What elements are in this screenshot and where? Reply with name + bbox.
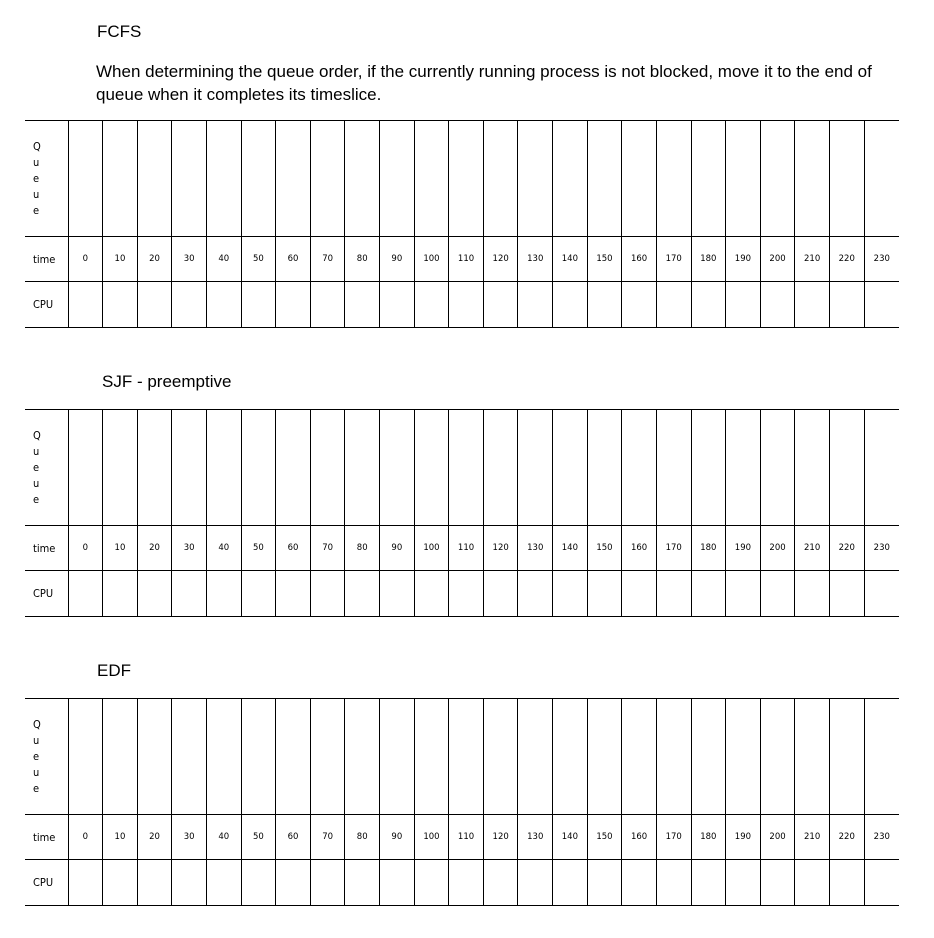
queue-cell[interactable] bbox=[864, 699, 899, 815]
queue-cell[interactable] bbox=[518, 699, 553, 815]
cpu-cell[interactable] bbox=[68, 860, 103, 906]
time-row bbox=[25, 237, 899, 282]
cpu-cell[interactable] bbox=[553, 282, 588, 328]
queue-cell[interactable] bbox=[760, 699, 795, 815]
queue-label bbox=[25, 121, 68, 237]
cpu-cell[interactable] bbox=[345, 282, 380, 328]
cpu-cell[interactable] bbox=[310, 571, 345, 617]
cpu-cell[interactable] bbox=[137, 571, 172, 617]
cpu-cell[interactable] bbox=[241, 860, 276, 906]
time-tick: 80 bbox=[345, 815, 380, 860]
cpu-cell[interactable] bbox=[206, 282, 241, 328]
time-tick: 230 bbox=[864, 526, 899, 571]
queue-cell[interactable] bbox=[587, 699, 622, 815]
queue-label-letter: e bbox=[33, 492, 40, 506]
time-tick: 130 bbox=[518, 237, 553, 282]
queue-cell[interactable] bbox=[864, 410, 899, 526]
cpu-cell[interactable] bbox=[587, 860, 622, 906]
queue-label-letter: e bbox=[33, 203, 40, 217]
queue-cell[interactable] bbox=[345, 121, 380, 237]
cpu-cell[interactable] bbox=[518, 860, 553, 906]
time-tick: 160 bbox=[622, 237, 657, 282]
queue-cell[interactable] bbox=[483, 410, 518, 526]
time-tick: 140 bbox=[553, 237, 588, 282]
queue-cell[interactable] bbox=[276, 410, 311, 526]
queue-cell[interactable] bbox=[241, 410, 276, 526]
cpu-row bbox=[25, 571, 899, 617]
queue-cell[interactable] bbox=[206, 410, 241, 526]
cpu-cell[interactable] bbox=[553, 571, 588, 617]
cpu-cell[interactable] bbox=[726, 860, 761, 906]
time-tick: 0 bbox=[68, 815, 103, 860]
queue-cell[interactable] bbox=[726, 121, 761, 237]
cpu-cell[interactable] bbox=[345, 860, 380, 906]
queue-label-letter: Q bbox=[33, 428, 41, 442]
queue-cell[interactable] bbox=[414, 699, 449, 815]
cpu-cell[interactable] bbox=[483, 282, 518, 328]
cpu-cell[interactable] bbox=[691, 571, 726, 617]
queue-cell[interactable] bbox=[483, 121, 518, 237]
time-tick: 150 bbox=[587, 526, 622, 571]
time-tick: 140 bbox=[553, 526, 588, 571]
queue-cell[interactable] bbox=[172, 410, 207, 526]
time-tick: 230 bbox=[864, 815, 899, 860]
queue-cell[interactable] bbox=[829, 699, 864, 815]
cpu-cell[interactable] bbox=[276, 860, 311, 906]
queue-cell[interactable] bbox=[172, 121, 207, 237]
time-tick: 20 bbox=[137, 815, 172, 860]
time-tick: 220 bbox=[829, 526, 864, 571]
cpu-cell[interactable] bbox=[276, 571, 311, 617]
queue-cell[interactable] bbox=[587, 410, 622, 526]
queue-label-letter: u bbox=[33, 476, 40, 490]
queue-cell[interactable] bbox=[622, 121, 657, 237]
cpu-row bbox=[25, 860, 899, 906]
queue-cell[interactable] bbox=[103, 410, 138, 526]
queue-cell[interactable] bbox=[691, 121, 726, 237]
section-title-fcfs: FCFS bbox=[97, 22, 142, 41]
time-tick: 210 bbox=[795, 815, 830, 860]
time-tick: 100 bbox=[414, 526, 449, 571]
time-tick: 200 bbox=[760, 815, 795, 860]
queue-cell[interactable] bbox=[622, 410, 657, 526]
cpu-cell[interactable] bbox=[622, 282, 657, 328]
queue-cell[interactable] bbox=[380, 410, 415, 526]
time-tick: 150 bbox=[587, 815, 622, 860]
time-tick: 170 bbox=[656, 526, 691, 571]
time-tick: 60 bbox=[276, 237, 311, 282]
cpu-cell[interactable] bbox=[483, 860, 518, 906]
queue-cell[interactable] bbox=[829, 410, 864, 526]
queue-label-letter: u bbox=[33, 155, 40, 169]
cpu-cell[interactable] bbox=[103, 860, 138, 906]
time-tick: 190 bbox=[726, 526, 761, 571]
cpu-cell[interactable] bbox=[137, 282, 172, 328]
time-tick: 190 bbox=[726, 815, 761, 860]
queue-cell[interactable] bbox=[241, 121, 276, 237]
time-row bbox=[25, 815, 899, 860]
queue-cell[interactable] bbox=[691, 699, 726, 815]
cpu-cell[interactable] bbox=[310, 282, 345, 328]
cpu-cell[interactable] bbox=[656, 571, 691, 617]
queue-cell[interactable] bbox=[449, 121, 484, 237]
time-tick: 170 bbox=[656, 815, 691, 860]
cpu-row bbox=[25, 282, 899, 328]
time-tick: 220 bbox=[829, 815, 864, 860]
queue-cell[interactable] bbox=[310, 121, 345, 237]
time-tick: 0 bbox=[68, 237, 103, 282]
cpu-cell[interactable] bbox=[449, 571, 484, 617]
queue-cell[interactable] bbox=[206, 121, 241, 237]
time-tick: 40 bbox=[206, 526, 241, 571]
cpu-cell[interactable] bbox=[656, 860, 691, 906]
cpu-cell[interactable] bbox=[241, 282, 276, 328]
time-tick: 70 bbox=[310, 237, 345, 282]
cpu-cell[interactable] bbox=[483, 571, 518, 617]
time-tick: 120 bbox=[483, 815, 518, 860]
queue-cell[interactable] bbox=[103, 121, 138, 237]
cpu-cell[interactable] bbox=[864, 571, 899, 617]
cpu-cell[interactable] bbox=[760, 571, 795, 617]
schedule-grid-sjf bbox=[25, 409, 899, 617]
queue-cell[interactable] bbox=[380, 699, 415, 815]
cpu-cell[interactable] bbox=[587, 571, 622, 617]
queue-cell[interactable] bbox=[518, 121, 553, 237]
cpu-cell[interactable] bbox=[380, 860, 415, 906]
time-tick: 80 bbox=[345, 237, 380, 282]
cpu-cell[interactable] bbox=[449, 860, 484, 906]
cpu-cell[interactable] bbox=[414, 571, 449, 617]
queue-cell[interactable] bbox=[656, 121, 691, 237]
cpu-cell[interactable] bbox=[310, 860, 345, 906]
time-tick: 190 bbox=[726, 237, 761, 282]
cpu-cell[interactable] bbox=[449, 282, 484, 328]
queue-label-letter: Q bbox=[33, 717, 41, 731]
cpu-cell[interactable] bbox=[726, 282, 761, 328]
queue-cell[interactable] bbox=[760, 410, 795, 526]
queue-cell[interactable] bbox=[691, 410, 726, 526]
cpu-cell[interactable] bbox=[414, 282, 449, 328]
time-tick: 160 bbox=[622, 815, 657, 860]
time-tick: 170 bbox=[656, 237, 691, 282]
queue-cell[interactable] bbox=[656, 699, 691, 815]
queue-cell[interactable] bbox=[137, 410, 172, 526]
cpu-cell[interactable] bbox=[518, 282, 553, 328]
time-tick: 210 bbox=[795, 237, 830, 282]
time-tick: 20 bbox=[137, 237, 172, 282]
time-tick: 10 bbox=[103, 815, 138, 860]
cpu-label: CPU bbox=[25, 282, 68, 328]
queue-cell[interactable] bbox=[241, 699, 276, 815]
cpu-cell[interactable] bbox=[587, 282, 622, 328]
queue-label-letter: u bbox=[33, 444, 40, 458]
queue-cell[interactable] bbox=[414, 121, 449, 237]
cpu-cell[interactable] bbox=[553, 860, 588, 906]
time-tick: 30 bbox=[172, 815, 207, 860]
queue-cell[interactable] bbox=[414, 410, 449, 526]
cpu-cell[interactable] bbox=[656, 282, 691, 328]
time-tick: 100 bbox=[414, 815, 449, 860]
cpu-cell[interactable] bbox=[137, 860, 172, 906]
queue-label-letter: u bbox=[33, 765, 40, 779]
cpu-cell[interactable] bbox=[829, 282, 864, 328]
queue-cell[interactable] bbox=[345, 699, 380, 815]
cpu-cell[interactable] bbox=[206, 571, 241, 617]
schedule-table-fcfs bbox=[25, 120, 899, 328]
queue-cell[interactable] bbox=[380, 121, 415, 237]
queue-cell[interactable] bbox=[553, 410, 588, 526]
time-tick: 150 bbox=[587, 237, 622, 282]
queue-label-letter: u bbox=[33, 187, 40, 201]
cpu-cell[interactable] bbox=[760, 860, 795, 906]
time-tick: 90 bbox=[380, 526, 415, 571]
time-tick: 50 bbox=[241, 815, 276, 860]
queue-row bbox=[25, 121, 899, 237]
time-tick: 180 bbox=[691, 815, 726, 860]
time-tick: 160 bbox=[622, 526, 657, 571]
time-tick: 60 bbox=[276, 815, 311, 860]
time-tick: 20 bbox=[137, 526, 172, 571]
queue-cell[interactable] bbox=[553, 699, 588, 815]
schedule-grid-edf bbox=[25, 698, 899, 906]
time-tick: 120 bbox=[483, 526, 518, 571]
queue-cell[interactable] bbox=[449, 699, 484, 815]
time-tick: 50 bbox=[241, 237, 276, 282]
queue-cell[interactable] bbox=[137, 699, 172, 815]
time-tick: 90 bbox=[380, 815, 415, 860]
cpu-cell[interactable] bbox=[172, 282, 207, 328]
queue-cell[interactable] bbox=[726, 410, 761, 526]
cpu-cell[interactable] bbox=[380, 571, 415, 617]
queue-cell[interactable] bbox=[518, 410, 553, 526]
cpu-cell[interactable] bbox=[760, 282, 795, 328]
cpu-cell[interactable] bbox=[795, 282, 830, 328]
section-title-sjf: SJF - preemptive bbox=[102, 372, 232, 391]
queue-label-letter: u bbox=[33, 733, 40, 747]
time-tick: 30 bbox=[172, 526, 207, 571]
cpu-cell[interactable] bbox=[172, 571, 207, 617]
cpu-label: CPU bbox=[25, 860, 68, 906]
cpu-cell[interactable] bbox=[726, 571, 761, 617]
time-tick: 130 bbox=[518, 815, 553, 860]
cpu-cell[interactable] bbox=[345, 571, 380, 617]
queue-cell[interactable] bbox=[449, 410, 484, 526]
time-tick: 70 bbox=[310, 526, 345, 571]
queue-cell[interactable] bbox=[622, 699, 657, 815]
time-tick: 40 bbox=[206, 237, 241, 282]
queue-cell[interactable] bbox=[483, 699, 518, 815]
cpu-cell[interactable] bbox=[691, 282, 726, 328]
queue-cell[interactable] bbox=[276, 699, 311, 815]
cpu-label: CPU bbox=[25, 571, 68, 617]
time-tick: 10 bbox=[103, 237, 138, 282]
queue-label-letter: e bbox=[33, 781, 40, 795]
queue-cell[interactable] bbox=[68, 410, 103, 526]
queue-cell[interactable] bbox=[656, 410, 691, 526]
time-tick: 10 bbox=[103, 526, 138, 571]
queue-label bbox=[25, 410, 68, 526]
time-tick: 230 bbox=[864, 237, 899, 282]
queue-cell[interactable] bbox=[206, 699, 241, 815]
cpu-cell[interactable] bbox=[103, 571, 138, 617]
time-tick: 70 bbox=[310, 815, 345, 860]
queue-cell[interactable] bbox=[795, 121, 830, 237]
cpu-cell[interactable] bbox=[68, 571, 103, 617]
cpu-cell[interactable] bbox=[691, 860, 726, 906]
time-tick: 210 bbox=[795, 526, 830, 571]
schedule-grid-fcfs bbox=[25, 120, 899, 328]
time-tick: 30 bbox=[172, 237, 207, 282]
queue-cell[interactable] bbox=[137, 121, 172, 237]
time-tick: 180 bbox=[691, 526, 726, 571]
queue-cell[interactable] bbox=[276, 121, 311, 237]
cpu-cell[interactable] bbox=[622, 860, 657, 906]
cpu-cell[interactable] bbox=[518, 571, 553, 617]
cpu-cell[interactable] bbox=[829, 860, 864, 906]
section-title-edf: EDF bbox=[97, 661, 131, 680]
queue-cell[interactable] bbox=[760, 121, 795, 237]
time-tick: 180 bbox=[691, 237, 726, 282]
queue-cell[interactable] bbox=[345, 410, 380, 526]
queue-cell[interactable] bbox=[795, 699, 830, 815]
time-tick: 110 bbox=[449, 526, 484, 571]
cpu-cell[interactable] bbox=[622, 571, 657, 617]
queue-label-letter: e bbox=[33, 460, 40, 474]
time-tick: 110 bbox=[449, 237, 484, 282]
cpu-cell[interactable] bbox=[276, 282, 311, 328]
time-tick: 200 bbox=[760, 237, 795, 282]
queue-cell[interactable] bbox=[103, 699, 138, 815]
time-tick: 120 bbox=[483, 237, 518, 282]
queue-label-letter: Q bbox=[33, 139, 41, 153]
time-tick: 220 bbox=[829, 237, 864, 282]
queue-label-letter: e bbox=[33, 171, 40, 185]
instruction-text: When determining the queue order, if the currently running process is not blocked, move it to the end of queue when it completes its timeslice. bbox=[96, 62, 872, 104]
cpu-cell[interactable] bbox=[864, 282, 899, 328]
cpu-cell[interactable] bbox=[795, 860, 830, 906]
cpu-cell[interactable] bbox=[241, 571, 276, 617]
time-label: time bbox=[25, 526, 68, 571]
queue-cell[interactable] bbox=[310, 699, 345, 815]
queue-cell[interactable] bbox=[172, 699, 207, 815]
cpu-cell[interactable] bbox=[206, 860, 241, 906]
time-tick: 100 bbox=[414, 237, 449, 282]
queue-cell[interactable] bbox=[864, 121, 899, 237]
time-tick: 80 bbox=[345, 526, 380, 571]
cpu-cell[interactable] bbox=[864, 860, 899, 906]
queue-cell[interactable] bbox=[587, 121, 622, 237]
queue-label bbox=[25, 699, 68, 815]
queue-row bbox=[25, 410, 899, 526]
queue-cell[interactable] bbox=[68, 699, 103, 815]
time-row bbox=[25, 526, 899, 571]
schedule-table-sjf bbox=[25, 409, 899, 617]
time-label: time bbox=[25, 815, 68, 860]
time-tick: 200 bbox=[760, 526, 795, 571]
queue-cell[interactable] bbox=[68, 121, 103, 237]
queue-cell[interactable] bbox=[726, 699, 761, 815]
time-tick: 140 bbox=[553, 815, 588, 860]
queue-label-letter: e bbox=[33, 749, 40, 763]
time-tick: 110 bbox=[449, 815, 484, 860]
time-tick: 90 bbox=[380, 237, 415, 282]
cpu-cell[interactable] bbox=[103, 282, 138, 328]
queue-cell[interactable] bbox=[795, 410, 830, 526]
cpu-cell[interactable] bbox=[414, 860, 449, 906]
time-tick: 0 bbox=[68, 526, 103, 571]
time-tick: 40 bbox=[206, 815, 241, 860]
time-label: time bbox=[25, 237, 68, 282]
time-tick: 60 bbox=[276, 526, 311, 571]
cpu-cell[interactable] bbox=[172, 860, 207, 906]
cpu-cell[interactable] bbox=[795, 571, 830, 617]
queue-cell[interactable] bbox=[310, 410, 345, 526]
queue-row bbox=[25, 699, 899, 815]
schedule-table-edf bbox=[25, 698, 899, 906]
cpu-cell[interactable] bbox=[380, 282, 415, 328]
cpu-cell[interactable] bbox=[829, 571, 864, 617]
queue-cell[interactable] bbox=[829, 121, 864, 237]
time-tick: 50 bbox=[241, 526, 276, 571]
queue-cell[interactable] bbox=[553, 121, 588, 237]
time-tick: 130 bbox=[518, 526, 553, 571]
cpu-cell[interactable] bbox=[68, 282, 103, 328]
